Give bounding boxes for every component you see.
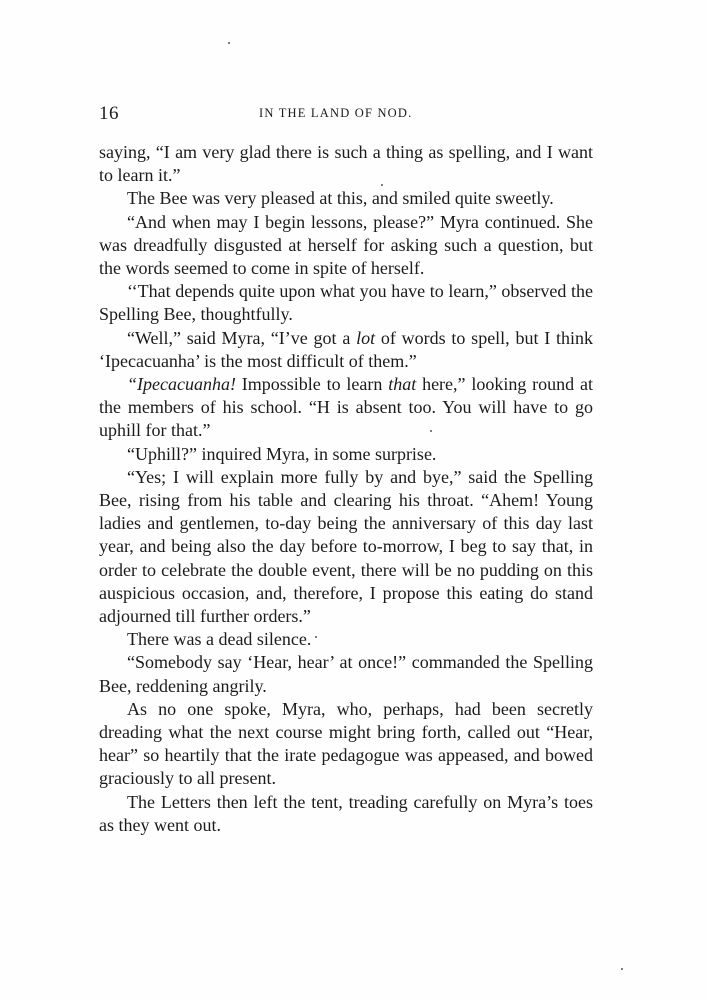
text-run: Impossible to learn	[235, 374, 389, 395]
page-number: 16	[99, 103, 119, 124]
paper-speck	[381, 184, 383, 186]
italic-text: “Ipecacuanha!	[127, 374, 236, 395]
paragraph: There was a dead silence.	[127, 629, 312, 650]
paragraph: The Letters then left the tent, treading carefully on Myra’s toes as they went out.	[99, 791, 593, 835]
text-run: “Well,” said Myra, “I’ve got a	[127, 327, 357, 348]
paragraph: saying, “I am very glad there is such a thing as spelling, and I want to learn it.”	[99, 142, 593, 186]
paper-speck	[621, 968, 623, 970]
paragraph: “Yes; I will explain more fully by and bye,” said the Spelling Bee, rising from his table and clearing his throat. “Ahem! Young ladies and gentlemen, to-day being the anniversary of this day last year, and being also the day before to-morrow, I beg to say that, in order to celebrate the double event, there will be no pudding on this auspicious occasion, and, therefore, I propose this eating do stand adjourned till further orders.”	[99, 466, 593, 627]
paragraph: ‘‘That depends quite upon what you have to learn,” observed the Spelling Bee, thoughtfully.	[99, 281, 593, 325]
paper-speck	[430, 430, 432, 432]
paragraph: “And when may I begin lessons, please?” Myra continued. She was dreadfully disgusted at herself for asking such a question, but the words seemed to come in spite of herself.	[99, 211, 593, 279]
italic-text: that	[388, 374, 417, 395]
running-header	[99, 103, 593, 127]
paragraph: The Bee was very pleased at this, and smiled quite sweetly.	[127, 188, 554, 209]
running-title: IN THE LAND OF NOD.	[259, 106, 413, 120]
body-text	[99, 141, 593, 837]
text-run: of words to spell, but I think ‘Ipecacuanha’ is the most difficult of them.”	[99, 327, 593, 371]
paragraph: As no one spoke, Myra, who, perhaps, had been secretly dreading what the next course might bring forth, called out “Hear, hear” so heartily that the irate pedagogue was appeased, and bowed graciously to all present.	[99, 698, 593, 789]
paragraph: “Somebody say ‘Hear, hear’ at once!” commanded the Spelling Bee, reddening angrily.	[99, 652, 593, 696]
paragraph	[99, 327, 593, 373]
paragraph	[99, 373, 593, 443]
paragraph: “Uphill?” inquired Myra, in some surprise.	[127, 443, 437, 464]
italic-text: lot	[356, 327, 376, 348]
paper-speck	[228, 42, 230, 44]
text-run: here,” looking round at the members of his school. “H is absent too. You will have to go uphill for that.”	[99, 374, 593, 441]
paper-speck	[315, 636, 317, 638]
